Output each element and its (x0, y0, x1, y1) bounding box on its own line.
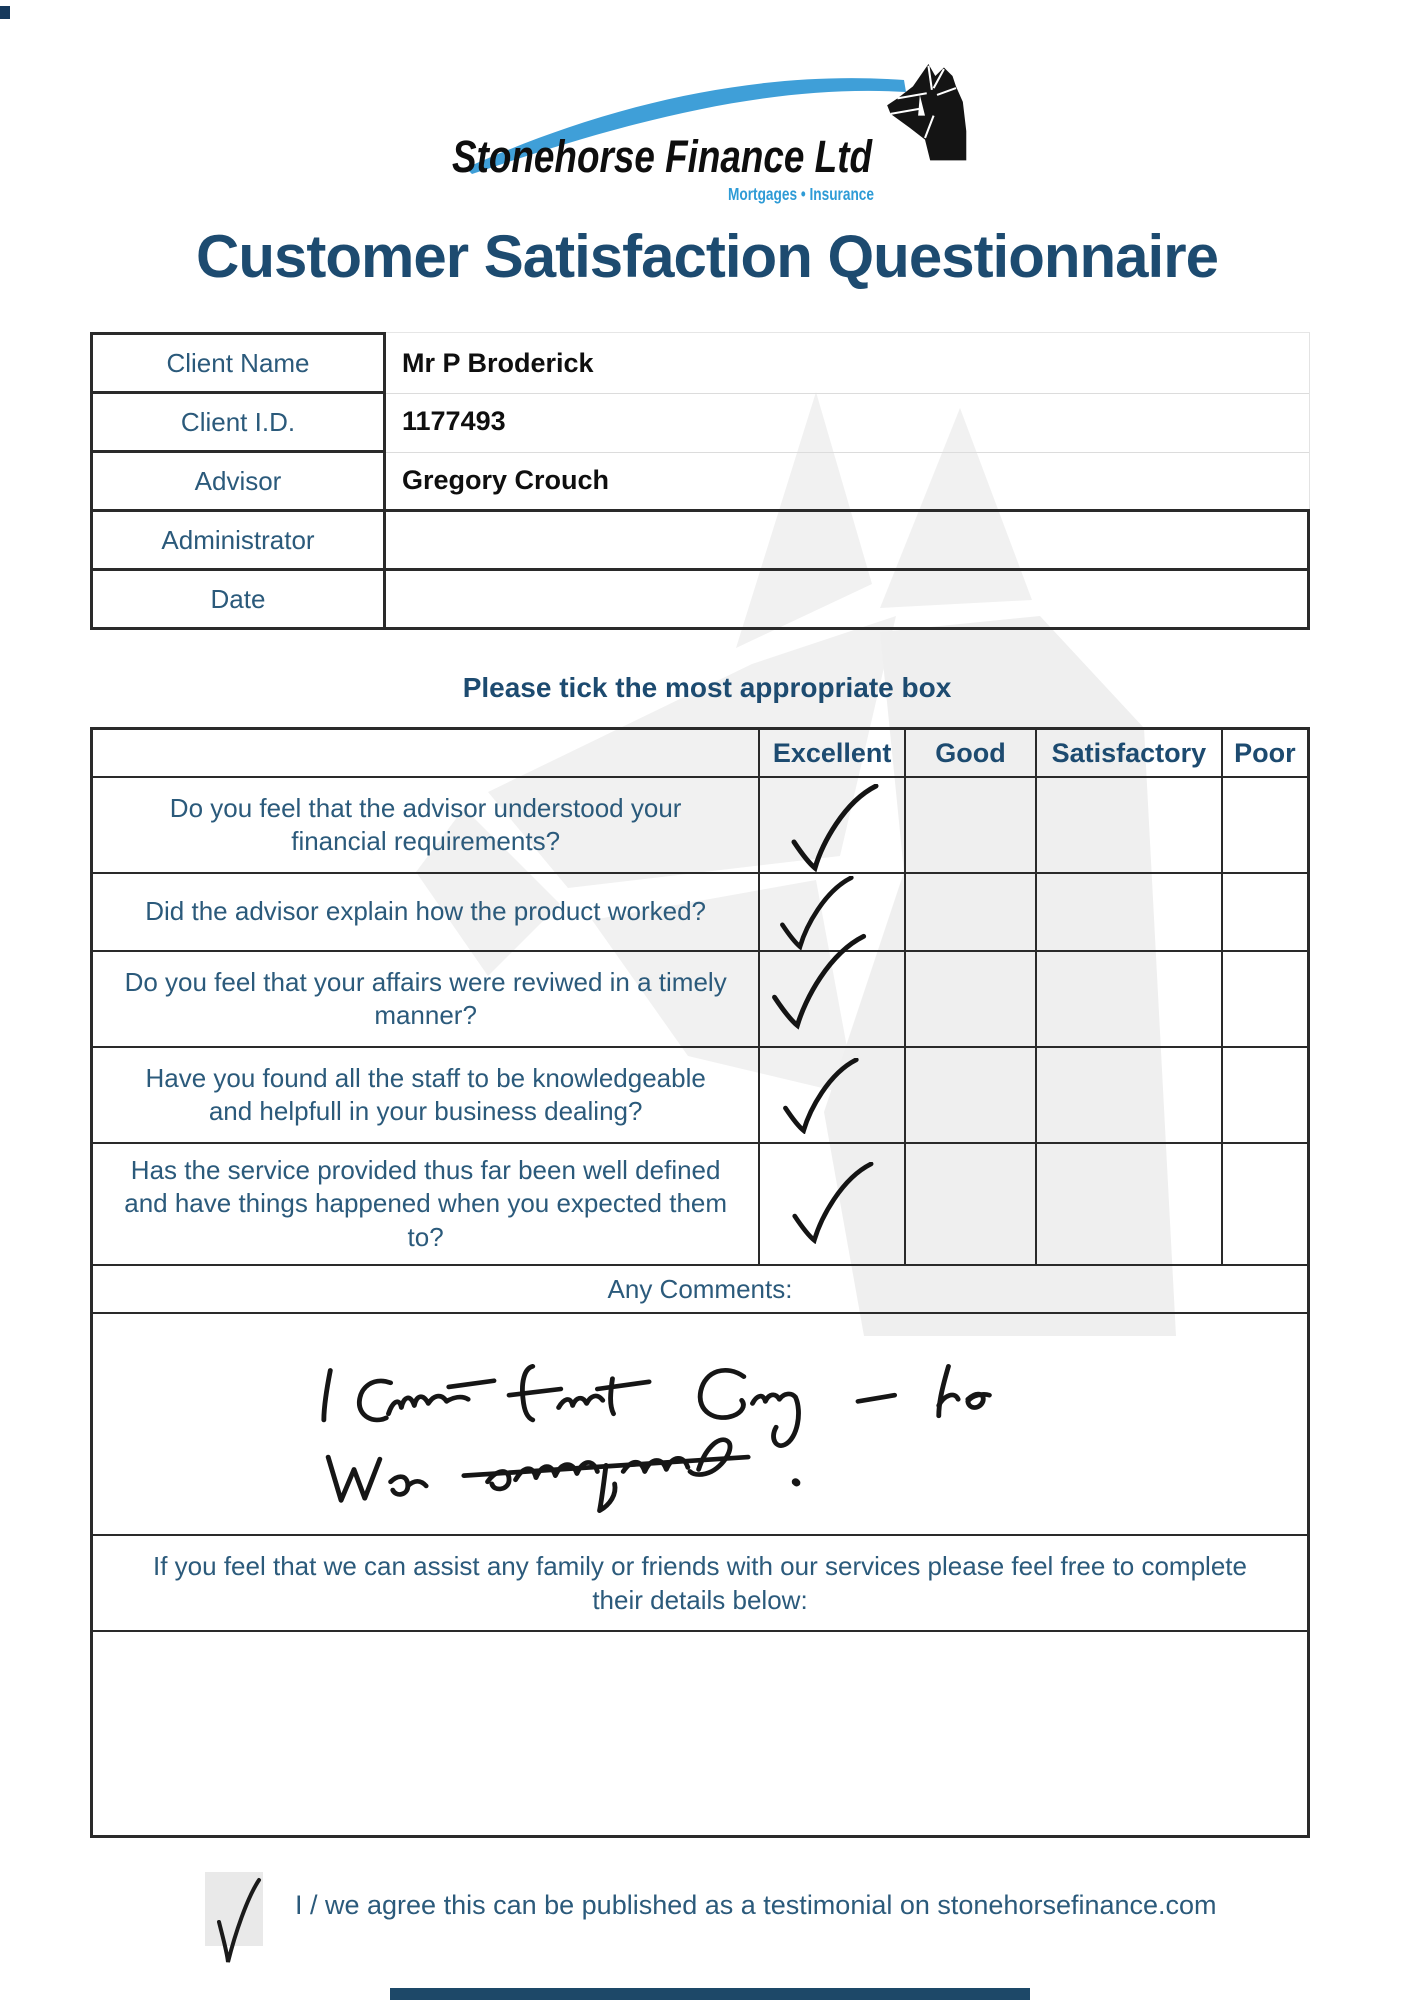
tick-mark (207, 1876, 263, 1972)
advisor-label: Advisor (90, 450, 386, 512)
rating-cell-q2-poor[interactable] (1221, 874, 1307, 950)
rating-cell-q1-satisfactory[interactable] (1035, 778, 1221, 872)
rating-cell-q3-poor[interactable] (1221, 952, 1307, 1046)
question-4: Have you found all the staff to be knowledgeable and helpfull in your business dealing? (145, 1062, 706, 1126)
client-info-table (90, 332, 1310, 630)
tick-mark (782, 784, 886, 872)
rating-cell-q1-excellent[interactable] (758, 778, 904, 872)
referral-instruction: If you feel that we can assist any family or friends with our services please feel free to complete their details below: (153, 1550, 1247, 1615)
tick-mark (788, 1162, 876, 1244)
rating-cell-q5-satisfactory[interactable] (1035, 1144, 1221, 1264)
question-row-1 (93, 776, 1307, 872)
question-2: Did the advisor explain how the product worked? (145, 896, 707, 927)
rating-cell-q4-good[interactable] (904, 1048, 1035, 1142)
rating-cell-q5-poor[interactable] (1221, 1144, 1307, 1264)
administrator-label: Administrator (90, 509, 386, 571)
question-row-4 (93, 1046, 1307, 1142)
question-1: Do you feel that the advisor understood your financial requirements? (169, 792, 682, 856)
client-id-row (90, 391, 1310, 453)
tick-mark (768, 926, 868, 1038)
rating-cell-q1-good[interactable] (904, 778, 1035, 872)
rating-cell-q4-poor[interactable] (1221, 1048, 1307, 1142)
ratings-header-row (93, 730, 1307, 776)
column-header-good: Good (904, 730, 1035, 776)
column-header-poor: Poor (1221, 730, 1307, 776)
question-row-2 (93, 872, 1307, 950)
logo-tagline-text: Mortgages • Insurance (728, 184, 875, 204)
rating-cell-q1-poor[interactable] (1221, 778, 1307, 872)
administrator-row (90, 509, 1310, 571)
ratings-header-spacer (93, 730, 758, 776)
client-id-value[interactable]: 1177493 (386, 391, 1310, 453)
comments-label: Any Comments: (607, 1273, 793, 1304)
rating-cell-q5-good[interactable] (904, 1144, 1035, 1264)
date-row (90, 568, 1310, 630)
rating-cell-q4-satisfactory[interactable] (1035, 1048, 1221, 1142)
question-row-3 (93, 950, 1307, 1046)
client-name-label: Client Name (90, 332, 386, 394)
rating-cell-q2-satisfactory[interactable] (1035, 874, 1221, 950)
client-id-label: Client I.D. (90, 391, 386, 453)
ratings-table (90, 727, 1310, 1838)
advisor-row (90, 450, 1310, 512)
scan-artifact-mark (0, 6, 10, 19)
client-name-row (90, 332, 1310, 394)
horse-head-icon (887, 64, 966, 160)
client-name-value[interactable]: Mr P Broderick (386, 332, 1310, 394)
rating-cell-q3-satisfactory[interactable] (1035, 952, 1221, 1046)
administrator-value[interactable] (386, 509, 1310, 571)
rating-cell-q4-excellent[interactable] (758, 1048, 904, 1142)
date-value[interactable] (386, 568, 1310, 630)
tick-mark (780, 1058, 860, 1134)
testimonial-label: I / we agree this can be published as a testimonial on stonehorsefinance.com (295, 1890, 1217, 1920)
page-title: Customer Satisfaction Questionnaire (196, 223, 1218, 290)
rating-cell-q5-excellent[interactable] (758, 1144, 904, 1264)
rating-cell-q3-excellent[interactable] (758, 952, 904, 1046)
company-logo (436, 48, 988, 208)
testimonial-checkbox[interactable] (205, 1872, 263, 1946)
testimonial-consent (205, 1872, 1217, 1946)
tick-instruction: Please tick the most appropriate box (462, 672, 952, 703)
column-header-excellent: Excellent (758, 730, 904, 776)
question-3: Do you feel that your affairs were reviwed in a timely manner? (124, 966, 727, 1030)
handwritten-comment (298, 1356, 1138, 1521)
date-label: Date (90, 568, 386, 630)
comments-label-row (93, 1264, 1307, 1312)
referral-instruction-row (93, 1534, 1307, 1630)
question-row-5 (93, 1142, 1307, 1264)
page-footer-bar (390, 1988, 1030, 2000)
referral-details-box[interactable] (93, 1630, 1307, 1835)
rating-cell-q2-good[interactable] (904, 874, 1035, 950)
comments-box[interactable] (93, 1312, 1307, 1534)
column-header-satisfactory: Satisfactory (1035, 730, 1221, 776)
rating-cell-q3-good[interactable] (904, 952, 1035, 1046)
logo-company-text: Stonehorse Finance Ltd (452, 131, 874, 182)
advisor-value[interactable]: Gregory Crouch (386, 450, 1310, 512)
handwritten-comment-text (93, 1314, 94, 1315)
question-5: Has the service provided thus far been well defined and have things happened when you expected them to? (124, 1155, 728, 1252)
